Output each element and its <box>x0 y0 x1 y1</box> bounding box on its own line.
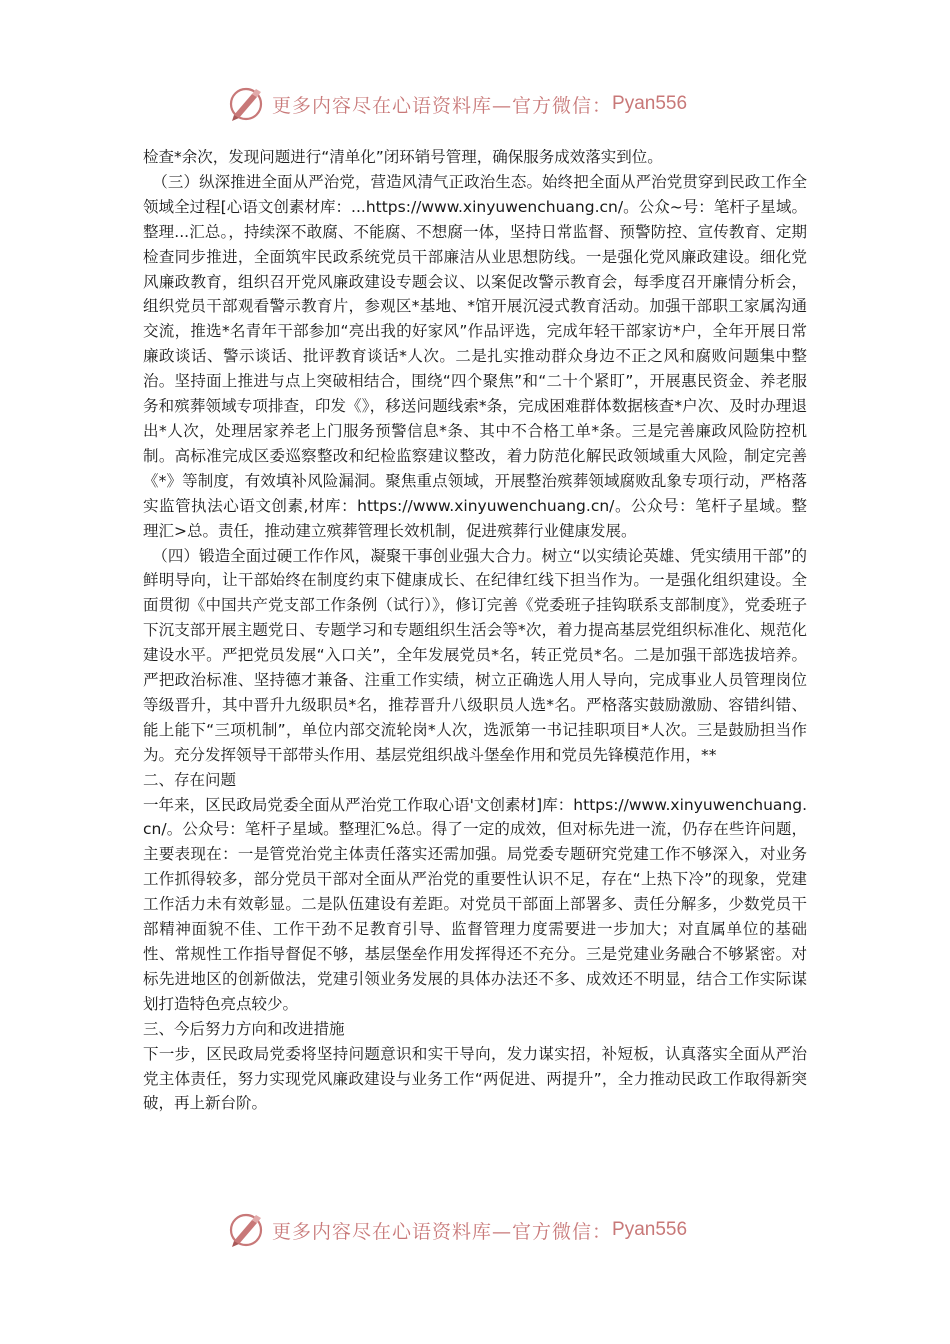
heading-existing-problems: 二、存在问题 <box>143 770 237 789</box>
paragraph-section-4: （四）锻造全面过硬工作作风，凝聚干事创业强大合力。树立“以实绩论英雄、凭实绩用干部”的鲜明导向，让干部始终在制度约束下健康成长、在纪律红线下担当作为。一是强化组织建设。全面贯彻《中国共产党支部工作条例（试行）》，修订完善《党委班子挂钩联系支部制度》，党委班子下沉支部开展主题党日、专题学习和专题组织生活会等*次，着力提高基层党组织标准化、规范化建设水平。严把党员发展“入口关”，全年发展党员*名，转正党员*名。二是加强干部选拔培养。严把政治标准、坚持德才兼备、注重工作实绩，树立正确选人用人导向，完成事业人员管理岗位等级晋升，其中晋升九级职员*名，推荐晋升八级职员人选*名。严格落实鼓励激励、容错纠错、能上能下“三项机制”，单位内部交流轮岗*人次，选派第一书记挂职项目*人次。三是鼓励担当作为。充分发挥领导干部带头作用、基层党组织战斗堡垒作用和党员先锋模范作用，** <box>143 546 807 764</box>
header-banner <box>226 82 726 126</box>
paragraph-problems: 一年来，区民政局党委全面从严治党工作取心语'文创素材]库：https://www.xinyuwenchuang.cn/。公众号：笔杆子星域。整理汇%总。得了一定的成效，但对标先进一流，仍存在些许问题，主要表现在：一是管党治党主体责任落实还需加强。局党委专题研究党建工作不够深入，对业务工作抓得较多，部分党员干部对全面从严治党的重要性认识不足，存在“上热下冷”的现象，党建工作活力未有效彰显。二是队伍建设有差距。对党员干部面上部署多、责任分解多，少数党员干部精神面貌不佳、工作干劲不足教育引导、监督管理力度需要进一步加大；对直属单位的基础性、常规性工作指导督促不够，基层堡垒作用发挥得还不充分。三是党建业务融合不够紧密。对标先进地区的创新做法，党建引领业务发展的具体办法还不多、成效还不明显，结合工作实际谋划打造特色亮点较少。 <box>143 795 807 1013</box>
banner-text: 更多内容尽在心语资料库—官方微信： <box>272 1220 613 1243</box>
document-body <box>143 145 807 1116</box>
pen-nib-circle-icon <box>226 1210 266 1250</box>
paragraph-future-measures: 下一步，区民政局党委将坚持问题意识和实干导向，发力谋实招，补短板，认真落实全面从严治党主体责任，努力实现党风廉政建设与业务工作“两促进、两提升”，全力推动民政工作取得新突破，再上新台阶。 <box>143 1044 807 1113</box>
footer-banner <box>226 1208 726 1252</box>
banner-text: 更多内容尽在心语资料库—官方微信： <box>272 94 613 117</box>
heading-future-direction: 三、今后努力方向和改进措施 <box>143 1019 345 1038</box>
paragraph-continuation: 检查*余次，发现问题进行“清单化”闭环销号管理，确保服务成效落实到位。 <box>143 148 663 166</box>
wechat-id: Pyan556 <box>612 1219 688 1240</box>
paragraph-section-3: （三）纵深推进全面从严治党，营造风清气正政治生态。始终把全面从严治党贯穿到民政工作全领域全过程[心语文创素材库：...https://www.xinyuwenchuang.cn/。公众~号：笔杆子星域。整理...汇总。，持续深不敢腐、不能腐、不想腐一体，坚持日常监督、预警防控、宣传教育、定期检查同步推进，全面筑牢民政系统党员干部廉洁从业思想防线。一是强化党风廉政建设。细化党风廉政教育，组织召开党风廉政建设专题会议、以案促改警示教育会，每季度召开廉情分析会，组织党员干部观看警示教育片，参观区*基地、*馆开展沉浸式教育活动。加强干部职工家属沟通交流，推选*名青年干部参加“亮出我的好家风”作品评选，完成年轻干部家访*户，全年开展日常廉政谈话、警示谈话、批评教育谈话*人次。二是扎实推动群众身边不正之风和腐败问题集中整治。坚持面上推进与点上突破相结合，围绕“四个聚焦”和“二十个紧盯”，开展惠民资金、养老服务和殡葬领域专项排查，印发《》，移送问题线索*条，完成困难群体数据核查*户次、及时办理退出*人次，处理居家养老上门服务预警信息*条、其中不合格工单*条。三是完善廉政风险防控机制。高标准完成区委巡察整改和纪检监察建议整改，着力防范化解民政领域重大风险，制定完善《*》等制度，有效填补风险漏洞。聚焦重点领域，开展整治殡葬领域腐败乱象专项行动，严格落实监管执法心语文创素,材库：https://www.xinyuwenchuang.cn/。公众号：笔杆子星域。整理汇>总。责任，推动建立殡葬管理长效机制，促进殡葬行业健康发展。 <box>143 172 807 540</box>
wechat-id: Pyan556 <box>612 93 688 114</box>
pen-nib-circle-icon <box>226 84 266 124</box>
